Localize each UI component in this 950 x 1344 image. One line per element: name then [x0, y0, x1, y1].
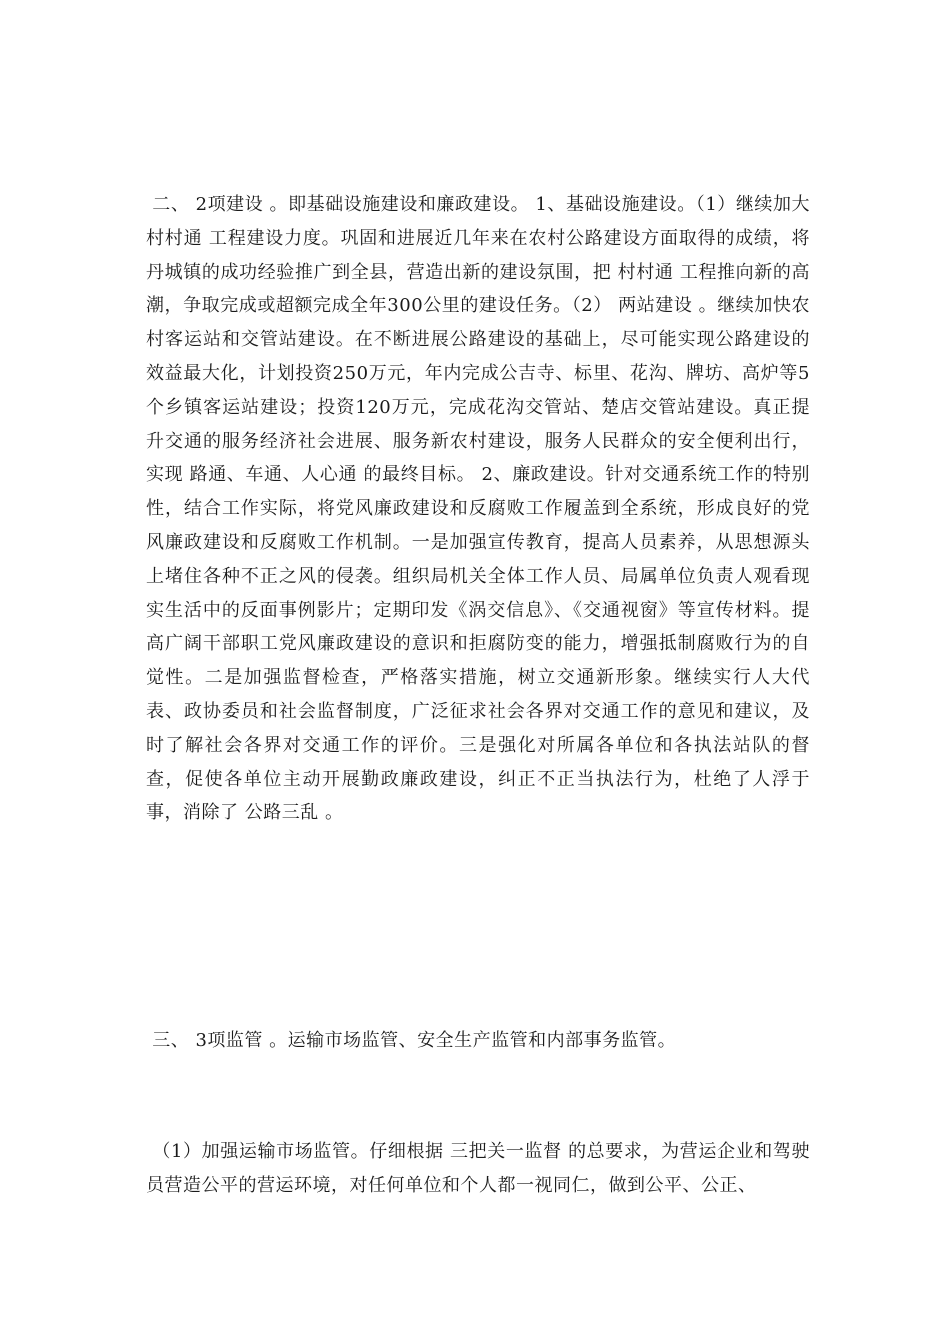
- section-three-heading: 三、 3项监管 。运输市场监管、安全生产监管和内部事务监管。: [146, 1030, 677, 1051]
- section-two-paragraph: 二、 2项建设 。即基础设施建设和廉政建设。 1、基础设施建设。（1）继续加大 村村通 工程建设力度。巩固和进展近几年来在农村公路建设方面取得的成绩，将丹城镇的成功经验推广到全县，营造出新的建设氛围，把 村村通 工程推向新的高潮，争取完成或超额完成全年300公里的建设任务。（2） 两站建设 。继续加快农村客运站和交管站建设。在不断进展公路建设的基础上，尽可能实现公路建设的效益最大化，计划投资250万元，年内完成公吉寺、标里、花沟、牌坊、高炉等5个乡镇客运站建设；投资120万元，完成花沟交管站、楚店交管站建设。真正提升交通的服务经济社会进展、服务新农村建设，服务人民群众的安全便利出行，实现 路通、车通、人心通 的最终目标。 2、廉政建设。针对交通系统工作的特别性，结合工作实际，将党风廉政建设和反腐败工作履盖到全系统，形成良好的党风廉政建设和反腐败工作机制。一是加强宣传教育，提高人员素养，从思想源头上堵住各种不正之风的侵袭。组织局机关全体工作人员、局属单位负责人观看现实生活中的反面事例影片；定期印发《涡交信息》、《交通视窗》等宣传材料。提高广阔干部职工党风廉政建设的意识和拒腐防变的能力，增强抵制腐败行为的自觉性。二是加强监督检查，严格落实措施，树立交通新形象。继续实行人大代表、政协委员和社会监督制度，广泛征求社会各界对交通工作的意见和建议，及时了解社会各界对交通工作的评价。三是强化对所属各单位和各执法站队的督查，促使各单位主动开展勤政廉政建设，纠正不正当执法行为，杜绝了人浮于事，消除了 公路三乱 。: [146, 194, 817, 824]
- market-supervision-paragraph: （1）加强运输市场监管。仔细根据 三把关一监督 的总要求，为营运企业和驾驶员营造公平的营运环境，对任何单位和个人都一视同仁，做到公平、公正、: [146, 1141, 810, 1196]
